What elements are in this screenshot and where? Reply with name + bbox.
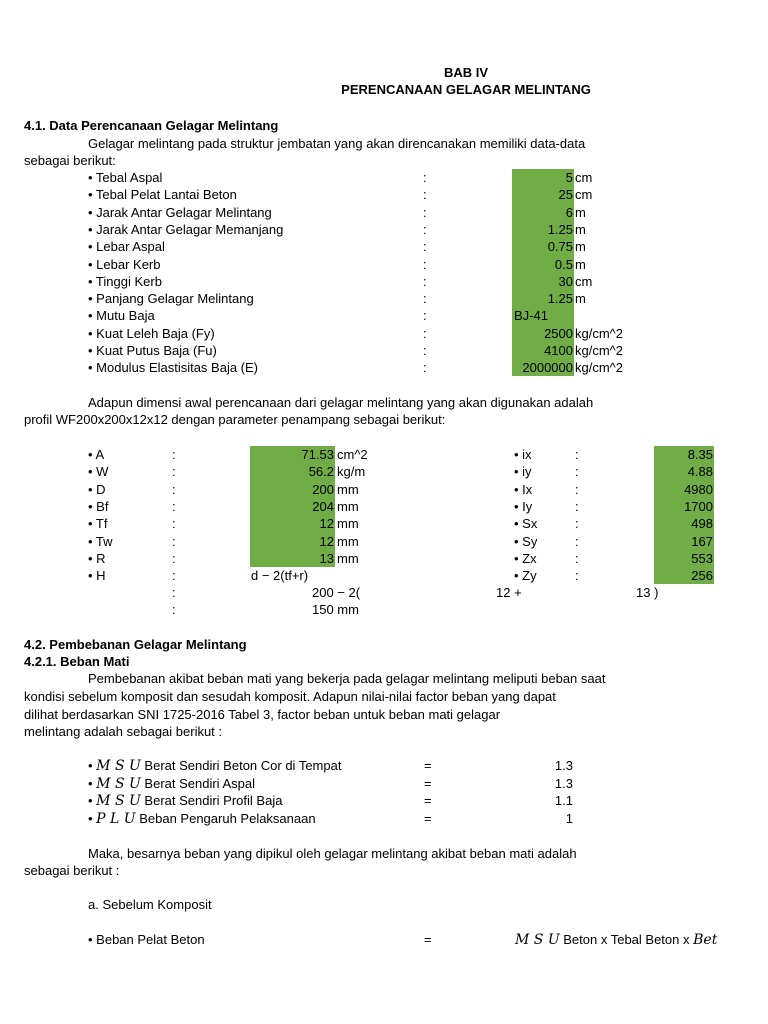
profile-label: • D	[88, 481, 106, 497]
data-sep: :	[423, 170, 427, 185]
factor-text: Beban Pengaruh Pelaksanaan	[139, 810, 316, 826]
profile-sep: :	[575, 533, 579, 549]
profile-value: 56.2	[308, 464, 334, 480]
profile-sep: :	[575, 568, 579, 584]
profile-value: 256	[691, 568, 713, 584]
factor-symbol: P L U	[96, 810, 136, 827]
dead-load-para-1: Pembebanan akibat beban mati yang bekerja pada gelagar melintang meliputi beban saat	[88, 671, 606, 686]
factor-eq: =	[424, 810, 432, 826]
h-sep: :	[172, 568, 176, 583]
data-label: • Panjang Gelagar Melintang	[88, 291, 254, 307]
profile-sep: :	[575, 464, 579, 480]
data-sep: :	[423, 343, 427, 358]
data-label: • Mutu Baja	[88, 308, 155, 324]
data-unit: cm	[575, 187, 593, 203]
before-composite-label: a. Sebelum Komposit	[88, 897, 212, 912]
profile-unit: mm	[337, 533, 359, 549]
profile-value: 13	[319, 550, 334, 566]
profile-value: 204	[312, 498, 334, 514]
factor-value: 1	[565, 810, 573, 826]
profile-sep: :	[575, 447, 579, 462]
profile-label: • Ix	[514, 481, 533, 497]
formula-symbol-truncated: Bet	[693, 932, 718, 948]
profile-unit: mm	[337, 550, 359, 566]
factor-label: • P L U Beban Pengaruh Pelaksanaan	[88, 810, 316, 827]
h-result: 150 mm	[312, 602, 359, 617]
conclusion-line-2: sebagai berikut :	[24, 863, 120, 878]
h-calc-3: 13 )	[636, 585, 659, 600]
profile-unit: mm	[337, 516, 359, 532]
data-value: 0.75	[547, 239, 573, 255]
intro-line-2: sebagai berikut:	[24, 153, 116, 168]
data-sep: :	[423, 308, 427, 324]
profile-unit: mm	[337, 481, 359, 497]
data-unit: kg/cm^2	[575, 343, 624, 358]
data-unit: m	[575, 221, 586, 237]
profile-label: • A	[88, 447, 105, 462]
data-unit: cm	[575, 170, 593, 185]
h-calc-2: 12 +	[496, 585, 522, 600]
dead-load-para-3: dilihat berdasarkan SNI 1725-2016 Tabel 3, factor beban untuk beban mati gelagar	[24, 707, 501, 722]
factor-eq: =	[424, 775, 432, 791]
data-sep: :	[423, 204, 427, 220]
data-label: • Tinggi Kerb	[88, 273, 162, 289]
profile-label: • Tw	[88, 533, 113, 549]
data-label: • Tebal Aspal	[88, 170, 163, 185]
profile-value: 200	[312, 481, 334, 497]
profile-label: • iy	[514, 464, 532, 480]
profile-label: • Tf	[88, 516, 108, 532]
profile-unit: mm	[337, 498, 359, 514]
chapter-label: BAB IV	[443, 65, 489, 80]
data-sep: :	[423, 291, 427, 307]
factor-label: • M S U Berat Sendiri Profil Baja	[88, 793, 283, 809]
h-label: • H	[88, 568, 106, 583]
profile-sep: :	[172, 533, 176, 549]
h-result-sep: :	[172, 602, 176, 617]
dead-load-para-2: kondisi sebelum komposit dan sesudah komposit. Adapun nilai-nilai factor beban yang dapat	[24, 689, 556, 704]
data-value: 6	[565, 204, 573, 220]
section-4-2-heading: 4.2. Pembebanan Gelagar Melintang	[24, 637, 247, 652]
data-sep: :	[423, 239, 427, 255]
data-label: • Kuat Leleh Baja (Fy)	[88, 325, 215, 341]
data-value: 4100	[544, 343, 573, 358]
data-unit: cm	[575, 273, 593, 289]
profile-value: 4.88	[687, 464, 713, 480]
profile-sep: :	[172, 516, 176, 532]
profile-value: 12	[319, 516, 334, 532]
concrete-slab-load-eq: =	[424, 932, 432, 947]
data-label: • Jarak Antar Gelagar Melintang	[88, 204, 272, 220]
data-label: • Lebar Kerb	[88, 256, 161, 272]
data-unit: m	[575, 239, 586, 255]
profile-value: 1700	[684, 498, 713, 514]
data-value: BJ-41	[514, 308, 548, 324]
profile-value: 4980	[684, 481, 713, 497]
data-value: 2500	[544, 325, 573, 341]
profile-sep: :	[172, 464, 176, 480]
h-calc-sep: :	[172, 585, 176, 600]
profile-value: 498	[691, 516, 713, 532]
data-label: • Tebal Pelat Lantai Beton	[88, 187, 237, 203]
conclusion-line-1: Maka, besarnya beban yang dipikul oleh gelagar melintang akibat beban mati adalah	[88, 846, 577, 861]
data-sep: :	[423, 360, 427, 376]
data-label: • Jarak Antar Gelagar Memanjang	[88, 221, 284, 237]
section-4-1-heading: 4.1. Data Perencanaan Gelagar Melintang	[24, 118, 279, 133]
factor-symbol: M S U	[96, 758, 141, 774]
formula-text: Beton x Tebal Beton x	[563, 932, 690, 947]
profile-para-1: Adapun dimensi awal perencanaan dari gelagar melintang yang akan digunakan adalah	[88, 395, 594, 410]
data-sep: :	[423, 187, 427, 203]
factor-value: 1.1	[554, 793, 573, 808]
profile-value: 71.53	[301, 447, 334, 462]
data-value: 1.25	[547, 291, 573, 307]
intro-line-1: Gelagar melintang pada struktur jembatan yang akan direncanakan memiliki data-data	[88, 136, 586, 151]
factor-text: Berat Sendiri Profil Baja	[144, 793, 283, 808]
data-label: • Lebar Aspal	[88, 239, 165, 255]
factor-text: Berat Sendiri Aspal	[144, 775, 255, 791]
chapter-title: PERENCANAAN GELAGAR MELINTANG	[341, 82, 591, 97]
factor-symbol: M S U	[96, 793, 141, 809]
profile-sep: :	[172, 498, 176, 514]
profile-label: • Sx	[514, 516, 538, 532]
profile-label: • R	[88, 550, 106, 566]
msu-symbol: M S U	[515, 932, 560, 948]
data-value: 30	[558, 273, 573, 289]
profile-para-2: profil WF200x200x12x12 dengan parameter penampang sebagai berikut:	[24, 412, 446, 427]
profile-unit: cm^2	[337, 447, 368, 462]
data-unit: kg/cm^2	[575, 325, 624, 341]
concrete-slab-load-formula	[515, 931, 717, 949]
profile-value: 553	[691, 550, 713, 566]
data-unit: m	[575, 204, 586, 220]
profile-label: • W	[88, 464, 109, 480]
profile-sep: :	[575, 550, 579, 566]
concrete-slab-load-label: • Beban Pelat Beton	[88, 932, 205, 947]
factor-symbol: M S U	[96, 775, 141, 792]
data-value: 5	[565, 170, 573, 185]
profile-label: • Sy	[514, 533, 538, 549]
factor-eq: =	[424, 793, 432, 808]
data-sep: :	[423, 325, 427, 341]
factor-label: • M S U Berat Sendiri Aspal	[88, 775, 255, 792]
data-value: 0.5	[554, 256, 573, 272]
factor-value: 1.3	[554, 775, 573, 791]
factor-eq: =	[424, 758, 432, 773]
dead-load-para-4: melintang adalah sebagai berikut :	[24, 724, 223, 739]
profile-value: 12	[319, 533, 334, 549]
data-label: • Kuat Putus Baja (Fu)	[88, 343, 217, 358]
data-label: • Modulus Elastisitas Baja (E)	[88, 360, 259, 376]
profile-sep: :	[172, 447, 176, 462]
data-sep: :	[423, 256, 427, 272]
profile-label: • ix	[514, 447, 532, 462]
profile-sep: :	[172, 481, 176, 497]
profile-label: • Zx	[514, 550, 537, 566]
data-sep: :	[423, 273, 427, 289]
section-4-2-1-heading: 4.2.1. Beban Mati	[24, 654, 130, 669]
profile-sep: :	[575, 481, 579, 497]
profile-label: • Zy	[514, 568, 537, 584]
profile-sep: :	[575, 498, 579, 514]
data-value: 25	[558, 187, 573, 203]
data-unit: m	[575, 291, 586, 307]
profile-value: 167	[691, 533, 713, 549]
h-calc-1: 200 − 2(	[312, 585, 361, 600]
data-unit: kg/cm^2	[575, 360, 624, 376]
profile-sep: :	[172, 550, 176, 566]
data-value: 1.25	[547, 221, 573, 237]
profile-unit: kg/m	[337, 464, 366, 480]
data-value: 2000000	[522, 360, 573, 376]
data-unit: m	[575, 256, 586, 272]
h-formula: d − 2(tf+r)	[251, 568, 309, 583]
data-sep: :	[423, 221, 427, 237]
profile-label: • Bf	[88, 498, 109, 514]
profile-sep: :	[575, 516, 579, 532]
factor-label: • M S U Berat Sendiri Beton Cor di Tempat	[88, 758, 342, 774]
profile-label: • Iy	[514, 498, 533, 514]
factor-text: Berat Sendiri Beton Cor di Tempat	[144, 758, 342, 773]
profile-value: 8.35	[687, 447, 713, 462]
factor-value: 1.3	[554, 758, 573, 773]
